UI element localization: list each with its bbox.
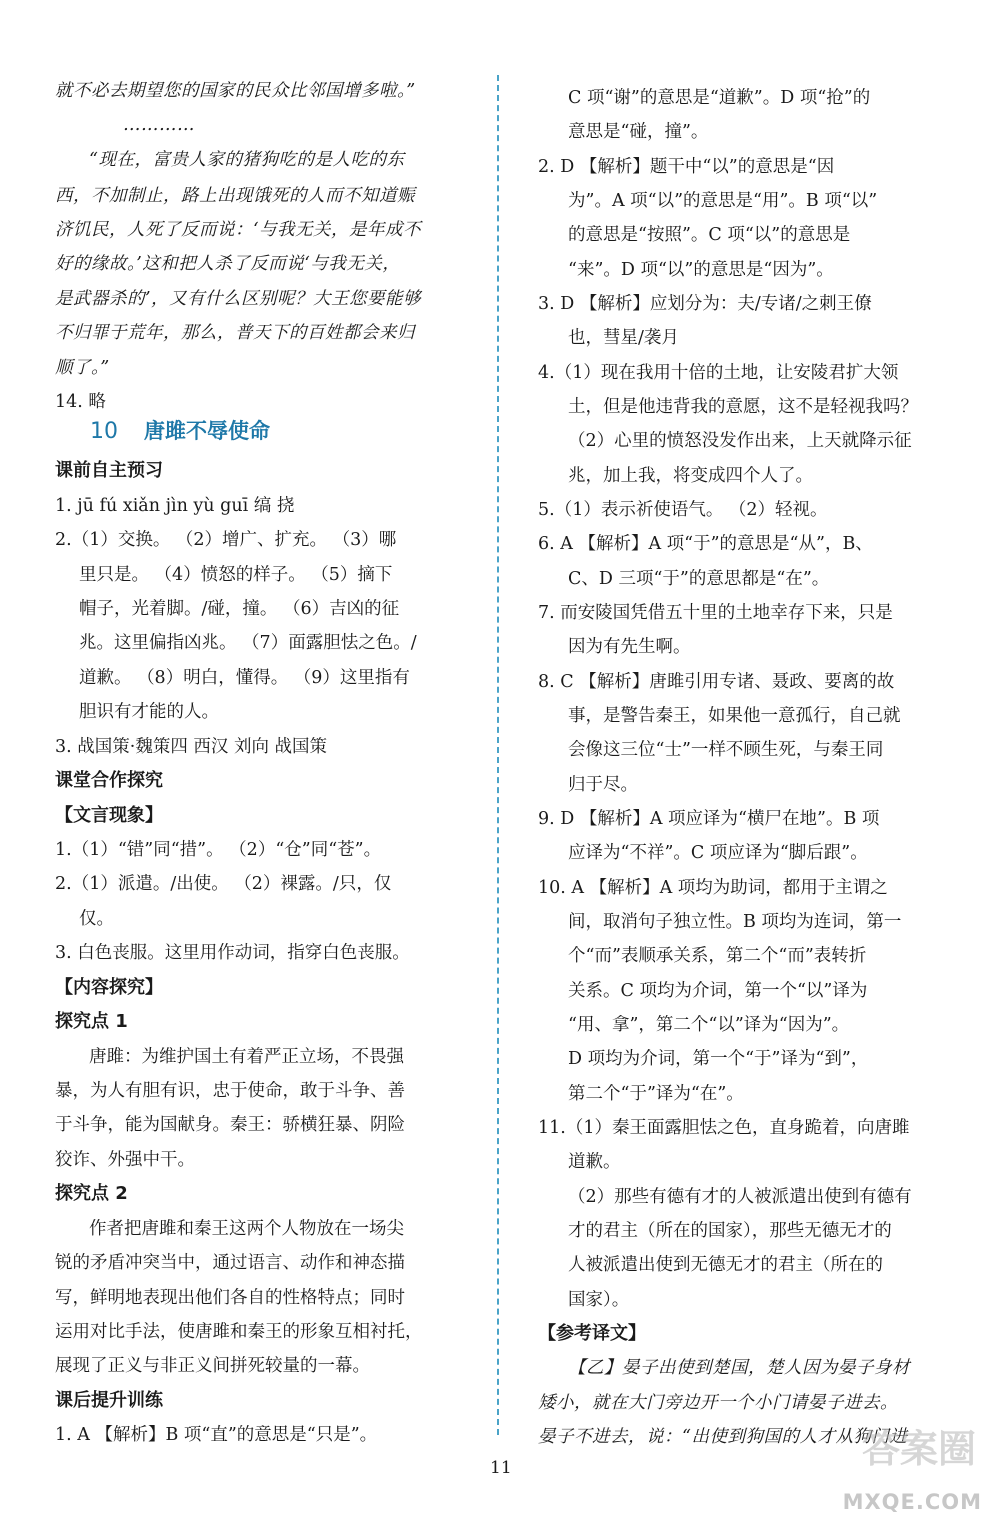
text-line: 第二个“于”译为“在”。 xyxy=(568,1084,744,1104)
text-line: 关系。C 项均为介词，第一个“以”译为 xyxy=(568,981,868,1001)
text-line: 事，是警告秦王，如果他一意孤行，自己就 xyxy=(568,706,901,726)
section-title xyxy=(90,415,270,445)
text-line: 矮小，就在大门旁边开一个小门请晏子进去。 xyxy=(538,1393,898,1413)
answer-line: 里只是。 （4）愤怒的样子。 （5）摘下 xyxy=(79,565,393,585)
text-line: D 项均为介词，第一个“于”译为“到”， xyxy=(568,1049,869,1069)
text-line: 不归罪于荒年，那么，普天下的百姓都会来归 xyxy=(55,323,415,343)
text-line: 【乙】晏子出使到楚国，楚人因为晏子身材 xyxy=(568,1358,910,1378)
subheading-point-1: 探究点 1 xyxy=(55,1011,128,1032)
text-line: 为”。A 项“以”的意思是“用”。B 项“以” xyxy=(568,191,878,211)
heading-after-class: 课后提升训练 xyxy=(55,1390,163,1411)
answer-3: 3. D 【解析】应划分为：夫/专诸/之刺王僚 xyxy=(538,294,872,314)
text-line: 运用对比手法，使唐雎和秦王的形象互相衬托， xyxy=(55,1322,423,1342)
answer-1: 1.（1）“错”同“措”。 （2）“仓”同“苍”。 xyxy=(55,840,382,860)
subheading-wenyan: 【文言现象】 xyxy=(55,805,163,826)
text-line: C、D 三项“于”的意思都是“在”。 xyxy=(568,569,830,589)
section-title-text: 唐雎不辱使命 xyxy=(144,419,270,443)
text-line: 晏子不进去，说：“出使到狗国的人才从狗门进 xyxy=(538,1427,908,1447)
text-line: 于斗争，能为国献身。秦王：骄横狂暴、阴险 xyxy=(55,1115,405,1135)
text-line: 作者把唐雎和秦王这两个人物放在一场尖 xyxy=(89,1219,404,1239)
subheading-point-2: 探究点 2 xyxy=(55,1183,128,1204)
answer-4: 4.（1）现在我用十倍的土地，让安陵君扩大领 xyxy=(538,363,899,383)
text-line: 展现了正义与非正义间拼死较量的一幕。 xyxy=(55,1356,370,1376)
page-number: 11 xyxy=(490,1458,512,1478)
answer-line: 兆。这里偏指凶兆。 （7）面露胆怯之色。/ xyxy=(79,633,417,653)
answer-6: 6. A 【解析】A 项“于”的意思是“从”，B、 xyxy=(538,534,873,554)
text-line: 就不必去期望您的国家的民众比邻国增多啦。” xyxy=(55,81,416,101)
text-line: 也，彗星/袭月 xyxy=(568,328,679,348)
text-line: 济饥民，人死了反而说：‘与我无关，是年成不 xyxy=(55,220,422,240)
text-line: 意思是“碰，撞”。 xyxy=(568,122,709,142)
answer-10: 10. A 【解析】A 项均为助词，都用于主谓之 xyxy=(538,878,888,898)
answer-8: 8. C 【解析】唐雎引用专诸、聂政、要离的故 xyxy=(538,672,895,692)
text-line: 唐雎：为维护国土有着严正立场，不畏强 xyxy=(89,1047,404,1067)
answer-3: 3. 白色丧服。这里用作动词，指穿白色丧服。 xyxy=(55,943,410,963)
answer-2: 2.（1）派遣。/出使。 （2）裸露。/只，仅 xyxy=(55,874,392,894)
answer-1: 1. A 【解析】B 项“直”的意思是“只是”。 xyxy=(55,1425,378,1445)
ellipsis-line: ………… xyxy=(123,115,195,135)
answer-14: 14. 略 xyxy=(55,392,106,412)
answer-11: 11.（1）秦王面露胆怯之色，直身跪着，向唐雎 xyxy=(538,1118,910,1138)
text-line: 个“而”表顺承关系，第二个“而”表转折 xyxy=(568,946,867,966)
text-line: 道歉。 xyxy=(568,1152,621,1172)
text-line: 会像这三位“士”一样不顾生死，与秦王同 xyxy=(568,740,884,760)
subheading-translation: 【参考译文】 xyxy=(538,1323,646,1344)
text-line: “用、拿”，第二个“以”译为“因为”。 xyxy=(568,1015,850,1035)
text-line: 暴，为人有胆有识，忠于使命，敢于斗争、善 xyxy=(55,1081,405,1101)
text-line: 好的缘故。’这和把人杀了反而说‘与我无关， xyxy=(55,254,401,274)
answer-1: 1. jū fú xiǎn jìn yù guī 缟 挠 xyxy=(55,496,295,516)
watermark-url-text: MXQE.COM xyxy=(842,1490,982,1514)
text-line: （2）那些有德有才的人被派遣出使到有德有 xyxy=(568,1187,912,1207)
heading-preview: 课前自主预习 xyxy=(55,460,163,481)
text-line: 间，取消句子独立性。B 项均为连词，第一 xyxy=(568,912,902,932)
text-line: “来”。D 项“以”的意思是“因为”。 xyxy=(568,260,834,280)
text-line: 狡诈、外强中干。 xyxy=(55,1150,195,1170)
text-line: 人被派遣出使到无德无才的君主（所在的 xyxy=(568,1255,883,1275)
text-line: 应译为“不祥”。C 项应译为“脚后跟”。 xyxy=(568,843,868,863)
answer-line: 仅。 xyxy=(79,909,114,929)
heading-classwork: 课堂合作探究 xyxy=(55,770,163,791)
text-line: 归于尽。 xyxy=(568,775,638,795)
watermark-logo xyxy=(832,1418,982,1514)
text-line: “现在，富贵人家的猪狗吃的是人吃的东 xyxy=(89,150,405,170)
answer-7: 7. 而安陵国凭借五十里的土地幸存下来，只是 xyxy=(538,603,893,623)
answer-2: 2.（1）交换。 （2）增广、扩充。 （3）哪 xyxy=(55,530,397,550)
subheading-content: 【内容探究】 xyxy=(55,977,163,998)
answer-2: 2. D 【解析】题干中“以”的意思是“因 xyxy=(538,157,835,177)
text-line: 是武器杀的’，又有什么区别呢？大王您要能够 xyxy=(55,289,422,309)
text-line: 顺了。” xyxy=(55,358,110,378)
text-line: 才的君主（所在的国家），那些无德无才的 xyxy=(568,1221,892,1241)
answer-9: 9. D 【解析】A 项应译为“横尸在地”。B 项 xyxy=(538,809,880,829)
text-line: 锐的矛盾冲突当中，通过语言、动作和神态描 xyxy=(55,1253,405,1273)
text-line: 西，不加制止，路上出现饿死的人而不知道赈 xyxy=(55,186,415,206)
answer-5: 5.（1）表示祈使语气。 （2）轻视。 xyxy=(538,500,828,520)
text-line: 写，鲜明地表现出他们各自的性格特点；同时 xyxy=(55,1288,405,1308)
text-line: （2）心里的愤怒没发作出来，上天就降示征 xyxy=(568,431,912,451)
answer-line: 帽子，光着脚。/碰，撞。 （6）吉凶的征 xyxy=(79,599,400,619)
text-line: 的意思是“按照”。C 项“以”的意思是 xyxy=(568,225,851,245)
section-number: 10 xyxy=(90,419,118,444)
text-line: 国家）。 xyxy=(568,1290,630,1310)
answer-line: 道歉。 （8）明白，懂得。 （9）这里指有 xyxy=(79,668,410,688)
text-line: 土，但是他违背我的意愿，这不是轻视我吗？ xyxy=(568,397,918,417)
text-line: 兆，加上我，将变成四个人了。 xyxy=(568,466,813,486)
answer-line: 胆识有才能的人。 xyxy=(79,702,219,722)
text-line: C 项“谢”的意思是“道歉”。D 项“抢”的 xyxy=(568,88,871,108)
watermark-top-text: 答案圈 xyxy=(861,1427,976,1471)
answer-3: 3. 战国策·魏策四 西汉 刘向 战国策 xyxy=(55,737,328,757)
column-divider xyxy=(497,75,499,1435)
text-line: 因为有先生啊。 xyxy=(568,637,691,657)
